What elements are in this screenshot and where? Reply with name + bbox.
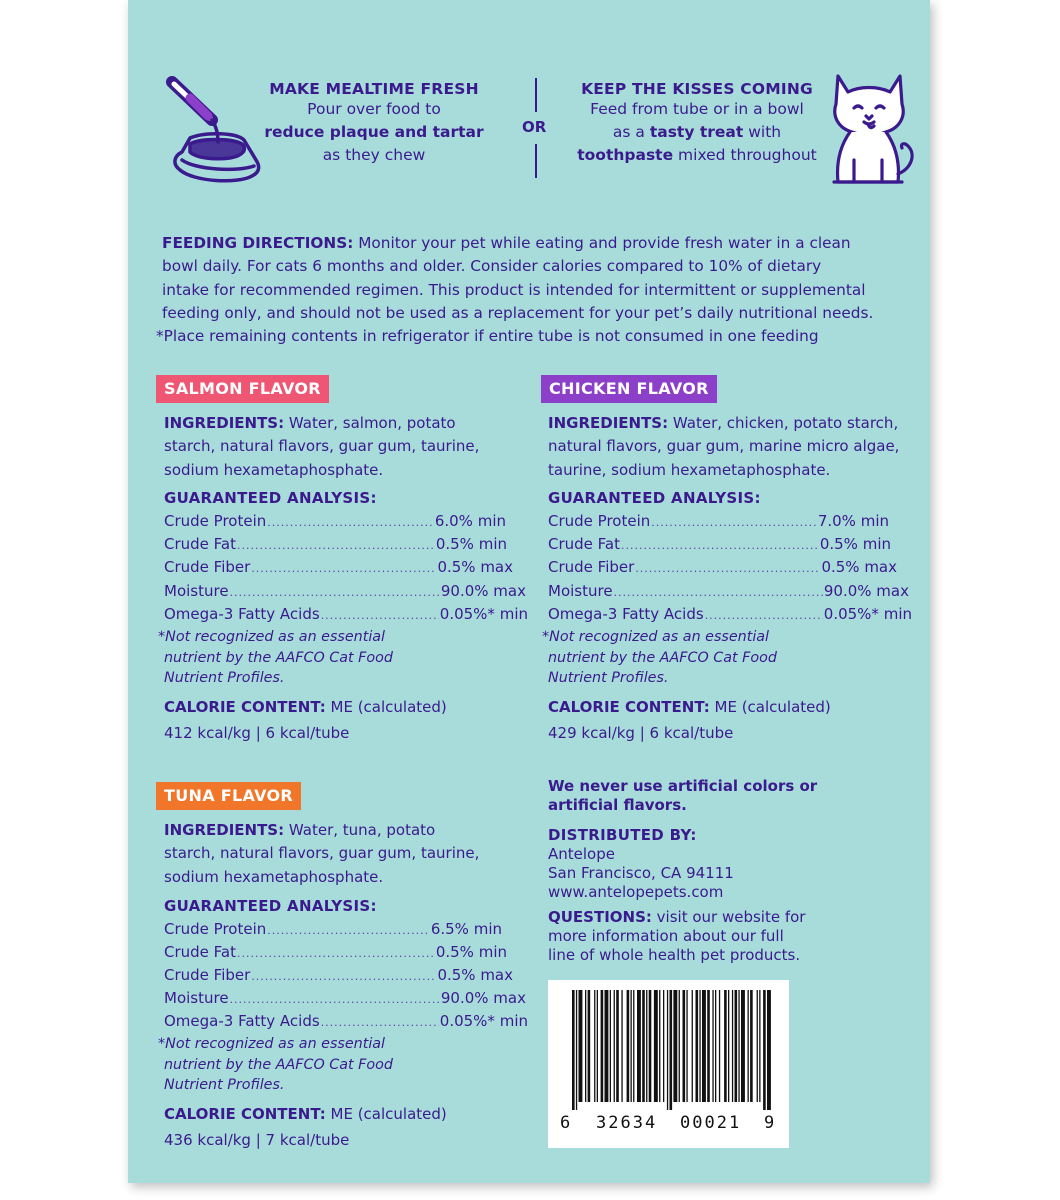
barcode-bar xyxy=(679,990,680,1102)
chicken-ga-row: Crude Fat ..... 0.5% min xyxy=(548,535,891,557)
salmon-note: *Not recognized as an essential nutrient by the AAFCO Cat Food Nutrient Profiles. xyxy=(158,629,393,686)
divider-bottom xyxy=(535,144,537,178)
barcode-bar xyxy=(637,990,641,1102)
barcode-bar xyxy=(654,990,658,1102)
hero-left-block xyxy=(246,80,502,167)
chicken-ga-row: Omega-3 Fatty Acids ..... 0.05%* min xyxy=(548,605,912,627)
hero-left-line2: reduce plaque and tartar xyxy=(264,123,484,141)
barcode-bar xyxy=(715,990,716,1102)
hero-right-title: KEEP THE KISSES COMING xyxy=(581,80,813,98)
barcode-bar xyxy=(759,990,760,1102)
tuna-calorie-value: 436 kcal/kg | 7 kcal/tube xyxy=(164,1131,350,1149)
barcode-bar xyxy=(719,990,720,1102)
tuna-ga-row: Crude Fiber ..... 0.5% max xyxy=(164,966,513,988)
barcode-bar xyxy=(633,990,634,1102)
tuna-flavor-tag: TUNA FLAVOR xyxy=(156,782,301,810)
tuna-ga-title: GUARANTEED ANALYSIS: xyxy=(164,897,377,915)
barcode-bar xyxy=(588,990,591,1102)
barcode-bar xyxy=(750,990,753,1102)
chicken-ga-row: Crude Protein ..... 7.0% min xyxy=(548,512,889,534)
hero-right-block xyxy=(562,80,832,167)
tuna-note: *Not recognized as an essential nutrient by the AAFCO Cat Food Nutrient Profiles. xyxy=(158,1036,393,1093)
feeding-directions xyxy=(156,232,874,348)
barcode-bar xyxy=(610,990,611,1102)
barcode-bar xyxy=(594,990,595,1102)
barcode-bar xyxy=(732,990,733,1102)
no-artificial-claim: We never use artificial colors or artificial flavors. xyxy=(548,777,818,814)
barcode-bar xyxy=(585,990,586,1102)
salmon-calorie-content: CALORIE CONTENT: ME (calculated) xyxy=(164,698,447,716)
barcode-bar xyxy=(627,990,630,1102)
cat-icon xyxy=(826,70,918,190)
barcode-digit-last: 9 xyxy=(764,1113,775,1133)
barcode-bar xyxy=(757,990,758,1102)
barcode-bar xyxy=(646,990,647,1102)
barcode-bar xyxy=(605,990,609,1102)
barcode-bar xyxy=(616,990,619,1102)
barcode-digit-first: 6 xyxy=(560,1113,571,1133)
salmon-flavor-tag: SALMON FLAVOR xyxy=(156,375,329,403)
barcode-bar xyxy=(738,990,739,1102)
barcode-group-right: 00021 xyxy=(680,1113,742,1133)
barcode-bar xyxy=(683,990,686,1102)
barcode-bar xyxy=(696,990,699,1102)
barcode-group-left: 32634 xyxy=(596,1113,658,1133)
barcode-bar xyxy=(712,990,713,1102)
barcode-bar xyxy=(741,990,745,1102)
barcode-bar xyxy=(601,990,604,1102)
salmon-ga-row: Omega-3 Fatty Acids ..... 0.05%* min xyxy=(164,605,528,627)
tuna-ga-row: Moisture ..... 90.0% max xyxy=(164,989,526,1011)
barcode-bar xyxy=(631,990,632,1102)
chicken-note: *Not recognized as an essential nutrient by the AAFCO Cat Food Nutrient Profiles. xyxy=(542,629,777,686)
barcode-bar xyxy=(670,990,673,1110)
barcode-bar xyxy=(621,990,622,1102)
barcode-bar xyxy=(572,990,575,1110)
hero-left-line1: Pour over food to xyxy=(307,100,441,118)
chicken-ga-row: Crude Fiber ..... 0.5% max xyxy=(548,558,897,580)
chicken-calorie-content: CALORIE CONTENT: ME (calculated) xyxy=(548,698,831,716)
tuna-ga-row: Omega-3 Fatty Acids ..... 0.05%* min xyxy=(164,1012,528,1034)
barcode-bar xyxy=(724,990,727,1102)
tuna-ga-row: Crude Protein ..... 6.5% min xyxy=(164,920,502,942)
barcode xyxy=(548,980,789,1148)
chicken-ingredients: INGREDIENTS: Water, chicken, potato starch, natural flavors, guar gum, marine micro algae, taurine, sodium hexametaphosphate. xyxy=(548,414,900,479)
tuna-ingredients: INGREDIENTS: Water, tuna, potato starch, natural flavors, guar gum, taurine, sodium hexametaphosphate. xyxy=(164,821,480,886)
salmon-ga-title: GUARANTEED ANALYSIS: xyxy=(164,489,377,507)
distributed-by: DISTRIBUTED BY: Antelope San Francisco, CA 94111 www.antelopepets.com xyxy=(548,826,734,901)
barcode-bar xyxy=(767,990,771,1110)
barcode-bar xyxy=(673,990,677,1102)
tuna-calorie-content: CALORIE CONTENT: ME (calculated) xyxy=(164,1105,447,1123)
barcode-bar xyxy=(576,990,577,1110)
barcode-bar xyxy=(597,990,598,1102)
feeding-line5: *Place remaining contents in refrigerator if entire tube is not consumed in one feeding xyxy=(156,327,819,346)
hero-right-line1: Feed from tube or in a bowl xyxy=(590,100,804,118)
salmon-ga-row: Crude Protein ..... 6.0% min xyxy=(164,512,506,534)
hero-right-line3: toothpaste mixed throughout xyxy=(577,146,817,164)
hero-left-line3: as they chew xyxy=(322,146,426,164)
barcode-bar xyxy=(699,990,700,1102)
salmon-ingredients: INGREDIENTS: Water, salmon, potato starch, natural flavors, guar gum, taurine, sodium hexametaphosphate. xyxy=(164,414,480,479)
barcode-bar xyxy=(735,990,738,1102)
chicken-ga-row: Moisture ..... 90.0% max xyxy=(548,582,909,604)
or-label: OR xyxy=(522,118,547,136)
questions: QUESTIONS: visit our website for more information about our full line of whole health pet products. xyxy=(548,908,806,964)
feeding-line4: feeding only, and should not be used as a replacement for your pet’s daily nutritional needs. xyxy=(162,303,874,322)
salmon-ga-row: Moisture ..... 90.0% max xyxy=(164,582,526,604)
barcode-bar xyxy=(707,990,710,1102)
chicken-flavor-tag: CHICKEN FLAVOR xyxy=(541,375,717,403)
barcode-bar xyxy=(663,990,664,1102)
hero-right-line2: as a tasty treat with xyxy=(612,123,782,141)
feeding-line2: bowl daily. For cats 6 months and older. Consider calories compared to 10% of dietary xyxy=(162,257,822,276)
barcode-bar xyxy=(728,990,729,1102)
salmon-ga-row: Crude Fat ..... 0.5% min xyxy=(164,535,507,557)
barcode-bar xyxy=(659,990,660,1102)
barcode-bar xyxy=(763,990,766,1110)
tuna-ga-row: Crude Fat ..... 0.5% min xyxy=(164,943,507,965)
hero-left-title: MAKE MEALTIME FRESH xyxy=(269,80,479,98)
divider-top xyxy=(535,78,537,112)
barcode-bar xyxy=(748,990,749,1102)
feeding-line3: intake for recommended regimen. This product is intended for intermittent or supplemental xyxy=(162,280,866,299)
barcode-bar xyxy=(579,990,583,1102)
barcode-bar xyxy=(642,990,645,1102)
feeding-line1: FEEDING DIRECTIONS: Monitor your pet while eating and provide fresh water in a clean xyxy=(162,234,851,252)
chicken-ga-title: GUARANTEED ANALYSIS: xyxy=(548,489,761,507)
barcode-bar xyxy=(614,990,615,1102)
barcode-bars xyxy=(572,990,772,1110)
chicken-calorie-value: 429 kcal/kg | 6 kcal/tube xyxy=(548,724,734,742)
salmon-calorie-value: 412 kcal/kg | 6 kcal/tube xyxy=(164,724,350,742)
barcode-bar xyxy=(667,990,668,1110)
salmon-ga-row: Crude Fiber ..... 0.5% max xyxy=(164,558,513,580)
barcode-bar xyxy=(692,990,693,1102)
barcode-bar xyxy=(686,990,687,1102)
barcode-bar xyxy=(702,990,706,1102)
barcode-bar xyxy=(649,990,652,1102)
